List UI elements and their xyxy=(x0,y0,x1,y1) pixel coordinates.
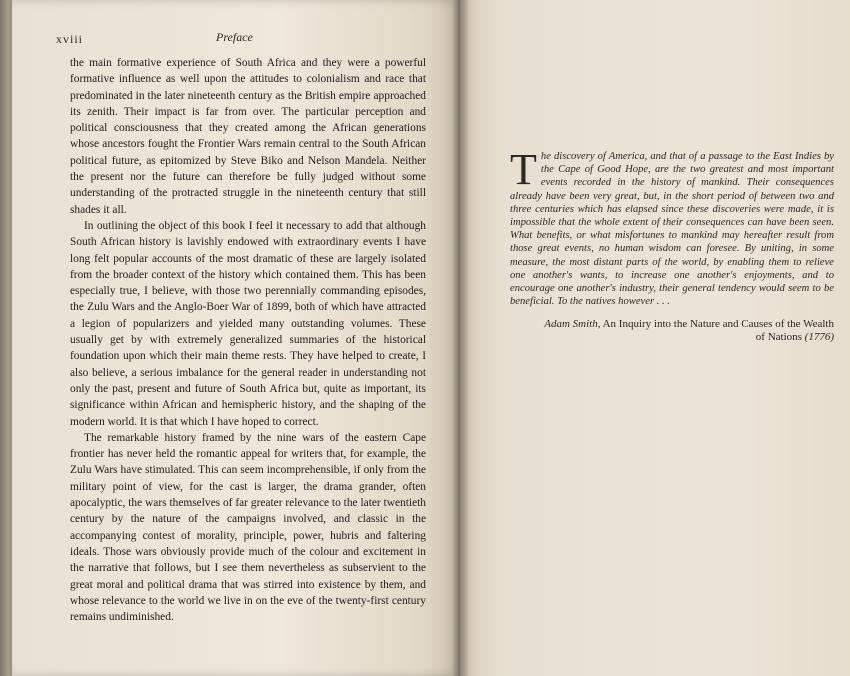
paragraph: In outlining the object of this book I feel it necessary to add that although South African history is lavishly endowed with extraordinary events I have long felt popular accounts of the most dramatic of these are largely isolated from the broader context of the history which contained them. This has been especially true, I believe, with those two perennially commanding episodes, the Zulu Wars and the Anglo-Boer War of 1899, both of which have attracted a legion of popularizers and yielded many outstanding volumes. These usually get by with extremely generalized summaries of the historical foundation upon which their main theme rests. They have helped to create, I also believe, a serious imbalance for the general reader in understanding not only the past, present and future of South Africa but, quite as important, its significance within African and hemispheric history, and the shaping of the modern world. It is that which I have hoped to correct. xyxy=(70,219,426,428)
left-page xyxy=(12,0,460,676)
author-name: Adam Smith, xyxy=(544,318,601,330)
work-title: An Inquiry into the Nature and Causes of the Wealth of Nations xyxy=(602,318,834,343)
preface-body xyxy=(70,55,426,625)
paragraph: the main formative experience of South Africa and they were a powerful formative influence as well upon the attitudes to colonialism and race that predominated in the later nineteenth century as the British empire approached its zenith. Their impact is far from over. The particular perception and political consciousness that they created among the African generations whose ancestors fought the Frontier Wars remain central to the South African political future, as epitomized by Steve Biko and Nelson Mandela. Neither the present nor the future can therefore be fully judged without some understanding of the protracted struggle in the nineteenth century that still shades it all. xyxy=(70,57,426,216)
publication-year: (1776) xyxy=(804,331,834,343)
drop-cap: T xyxy=(510,145,537,194)
epigraph-attribution xyxy=(540,318,834,344)
page-number: xviii xyxy=(56,32,84,46)
epigraph xyxy=(510,145,834,308)
epigraph-text: he discovery of America, and that of a passage to the East Indies by the Cape of Good Hope, are the two greatest and most important events recorded in the history of mankind. Their consequences already have been very great, but, in the short period of between two and three centuries which has elapsed since these discoveries were made, it is impossible that the whole extent of their consequences can have been seen. What benefits, or what misfortunes to mankind may hereafter result from those great events, no human wisdom can foresee. By uniting, in some measure, the most distant parts of the world, by enabling them to relieve one another's wants, to increase one another's enjoyments, and to encourage one another's industry, their general tendency would seem to be beneficial. To the natives however . . . xyxy=(510,151,834,308)
book-gutter xyxy=(452,0,468,676)
running-head: Preface xyxy=(216,30,253,44)
paragraph: The remarkable history framed by the nine wars of the eastern Cape frontier has never held the romantic appeal for writers that, for example, the Zulu Wars have stimulated. This can seem incomprehensible, if only from the military point of view, for the cast is larger, the drama grander, often apocalyptic, the wars themselves of far greater relevance to the later twentieth century by the nature of the campaigns involved, and classic in the accompanying contest of morality, principle, power, hubris and faltering ideals. Those wars obviously provide much of the colour and excitement in the narrative that follows, but I see them nevertheless as subservient to the great moral and political drama that was stirred into existence by them, and whose relevance to the world we live in on the eve of the twenty-first century remains undiminished. xyxy=(70,431,426,624)
